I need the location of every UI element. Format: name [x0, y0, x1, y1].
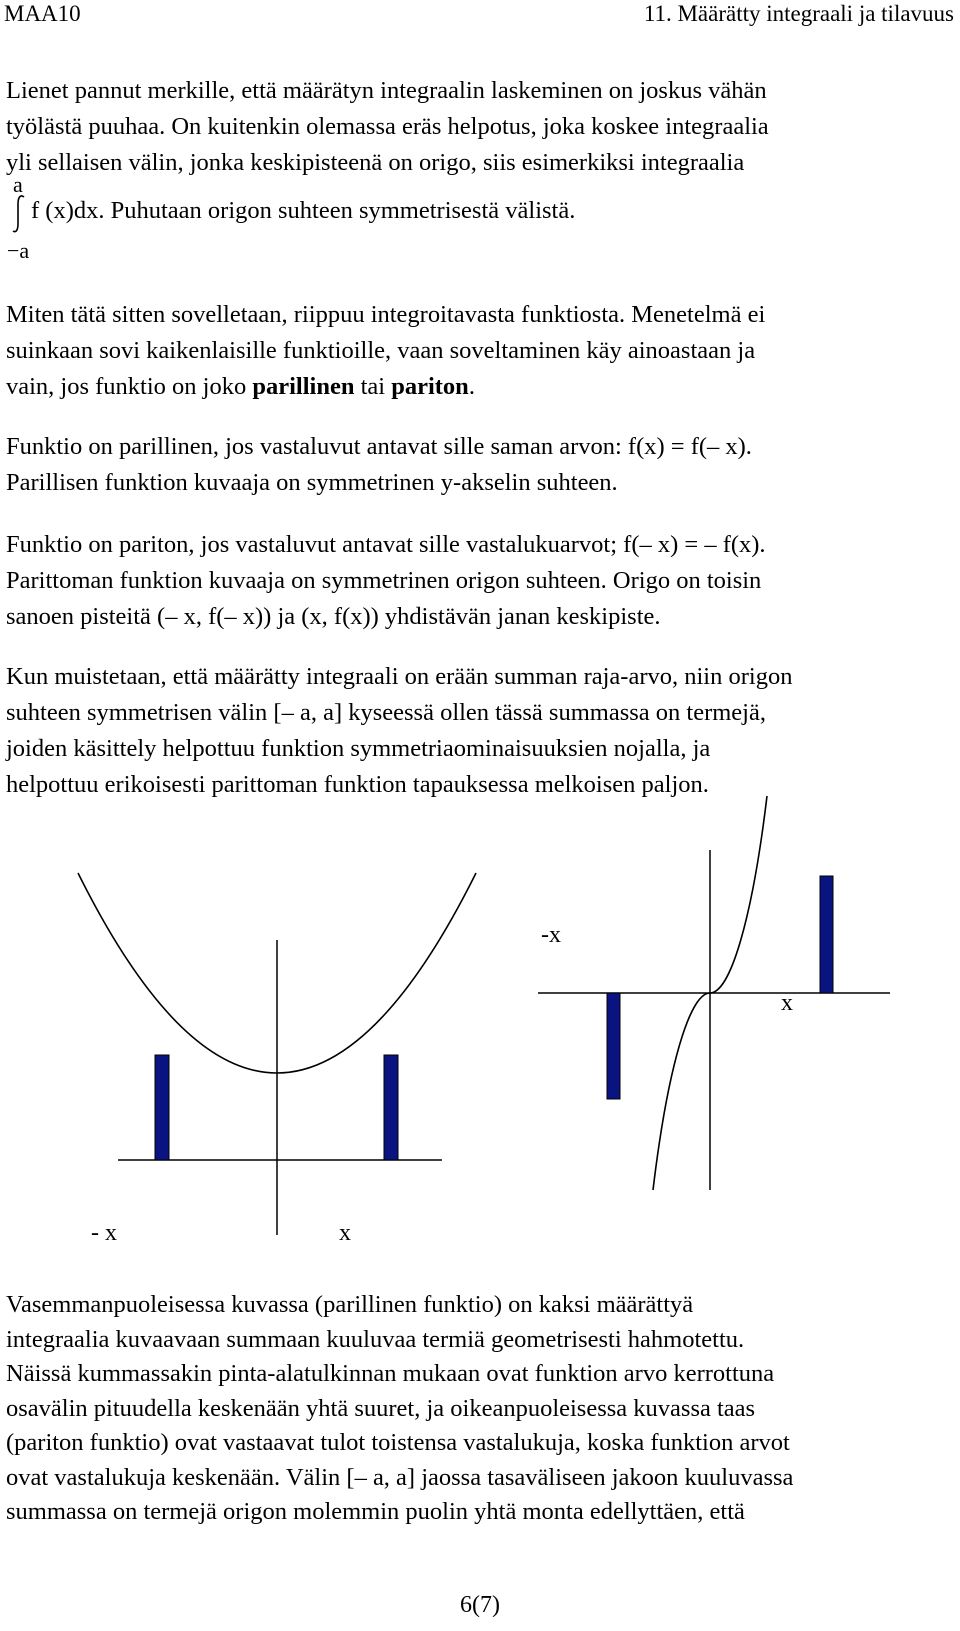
text-line: Parittoman funktion kuvaaja on symmetrinen origon suhteen. Origo on toisin	[6, 567, 762, 594]
text-line: ovat vastalukuja keskenään. Välin [– a, a] jaossa tasaväliseen jakoon kuuluvassa	[6, 1463, 794, 1491]
text-line: sanoen pisteitä (– x, f(– x)) ja (x, f(x)) yhdistävän janan keskipiste.	[6, 603, 661, 630]
bar-left-negative-x	[155, 1055, 169, 1160]
text-line: Vasemmanpuoleisessa kuvassa (parillinen funktio) on kaksi määrättyä	[6, 1291, 694, 1318]
text-line: Miten tätä sitten sovelletaan, riippuu integroitavasta funktiosta. Menetelmä ei	[6, 301, 766, 328]
integral-lower-limit: −a	[7, 238, 30, 263]
text-line: Lienet pannut merkille, että määrätyn integraalin laskeminen on joskus vähän	[6, 77, 767, 104]
text-line: joiden käsittely helpottuu funktion symmetriaominaisuuksien nojalla, ja	[6, 735, 711, 762]
term-even: parillinen	[252, 373, 355, 400]
term-odd: pariton	[391, 373, 469, 400]
bar-left-positive-x	[384, 1055, 398, 1160]
text-fragment: .	[468, 373, 475, 400]
text-line: Parillisen funktion kuvaaja on symmetrinen y-akselin suhteen.	[6, 469, 618, 496]
text-line: osavälin pituudella keskenään yhtä suuret, ja oikeanpuoleisessa kuvassa taas	[6, 1394, 756, 1422]
text-line: Funktio on pariton, jos vastaluvut antavat sille vastalukuarvot; f(– x) = – f(x).	[6, 531, 766, 558]
text-line: summassa on termejä origon molemmin puolin yhtä monta edellyttäen, että	[6, 1498, 745, 1525]
text-line: suhteen symmetrisen välin [– a, a] kyseessä ollen tässä summassa on termejä,	[6, 699, 766, 726]
integral-description: Puhutaan origon suhteen symmetrisestä välistä.	[104, 197, 576, 224]
text-fragment: tai	[354, 373, 392, 400]
header-chapter-title: 11. Määrätty integraali ja tilavuus	[643, 1, 954, 26]
figure-odd-function	[538, 796, 890, 1190]
left-figure-label-pos-x: x	[339, 1220, 351, 1246]
text-line: Funktio on parillinen, jos vastaluvut antavat sille saman arvon: f(x) = f(– x).	[6, 433, 752, 460]
integral-upper-limit: a	[13, 172, 23, 197]
left-figure-label-neg-x: - x	[91, 1220, 117, 1246]
text-fragment: vain, jos funktio on joko	[6, 373, 253, 400]
text-line: integraalia kuvaavaan summaan kuuluvaa termiä geometrisesti hahmotettu.	[6, 1325, 745, 1353]
right-figure-label-pos-x: x	[781, 990, 793, 1016]
integral-integrand: f (x)dx.	[31, 197, 105, 224]
paragraph-figure-explanation	[6, 1288, 956, 1530]
text-line: suinkaan sovi kaikenlaisille funktioille, vaan soveltaminen käy ainoastaan ja	[6, 337, 756, 364]
text-line: helpottuu erikoisesti parittoman funktion tapauksessa melkoisen paljon.	[6, 771, 709, 798]
text-line: työlästä puuhaa. On kuitenkin olemassa eräs helpotus, joka koskee integraalia	[6, 113, 769, 140]
text-line: (pariton funktio) ovat vastaavat tulot toistensa vastalukuja, koska funktion arvot	[6, 1429, 790, 1456]
bar-right-positive-x	[820, 876, 833, 993]
bar-right-negative-x	[607, 993, 620, 1099]
header-course: MAA10	[4, 1, 81, 26]
text-line: Kun muistetaan, että määrätty integraali on erään summan raja-arvo, niin origon	[6, 663, 793, 690]
figure-even-function	[78, 873, 476, 1235]
right-figure-label-neg-x: -x	[541, 922, 561, 948]
page-number: 6(7)	[460, 1592, 500, 1618]
text-line: Näissä kummassakin pinta-alatulkinnan mukaan ovat funktion arvo kerrottuna	[6, 1360, 775, 1387]
text-line: yli sellaisen välin, jonka keskipisteenä on origo, siis esimerkiksi integraalia	[6, 149, 745, 176]
